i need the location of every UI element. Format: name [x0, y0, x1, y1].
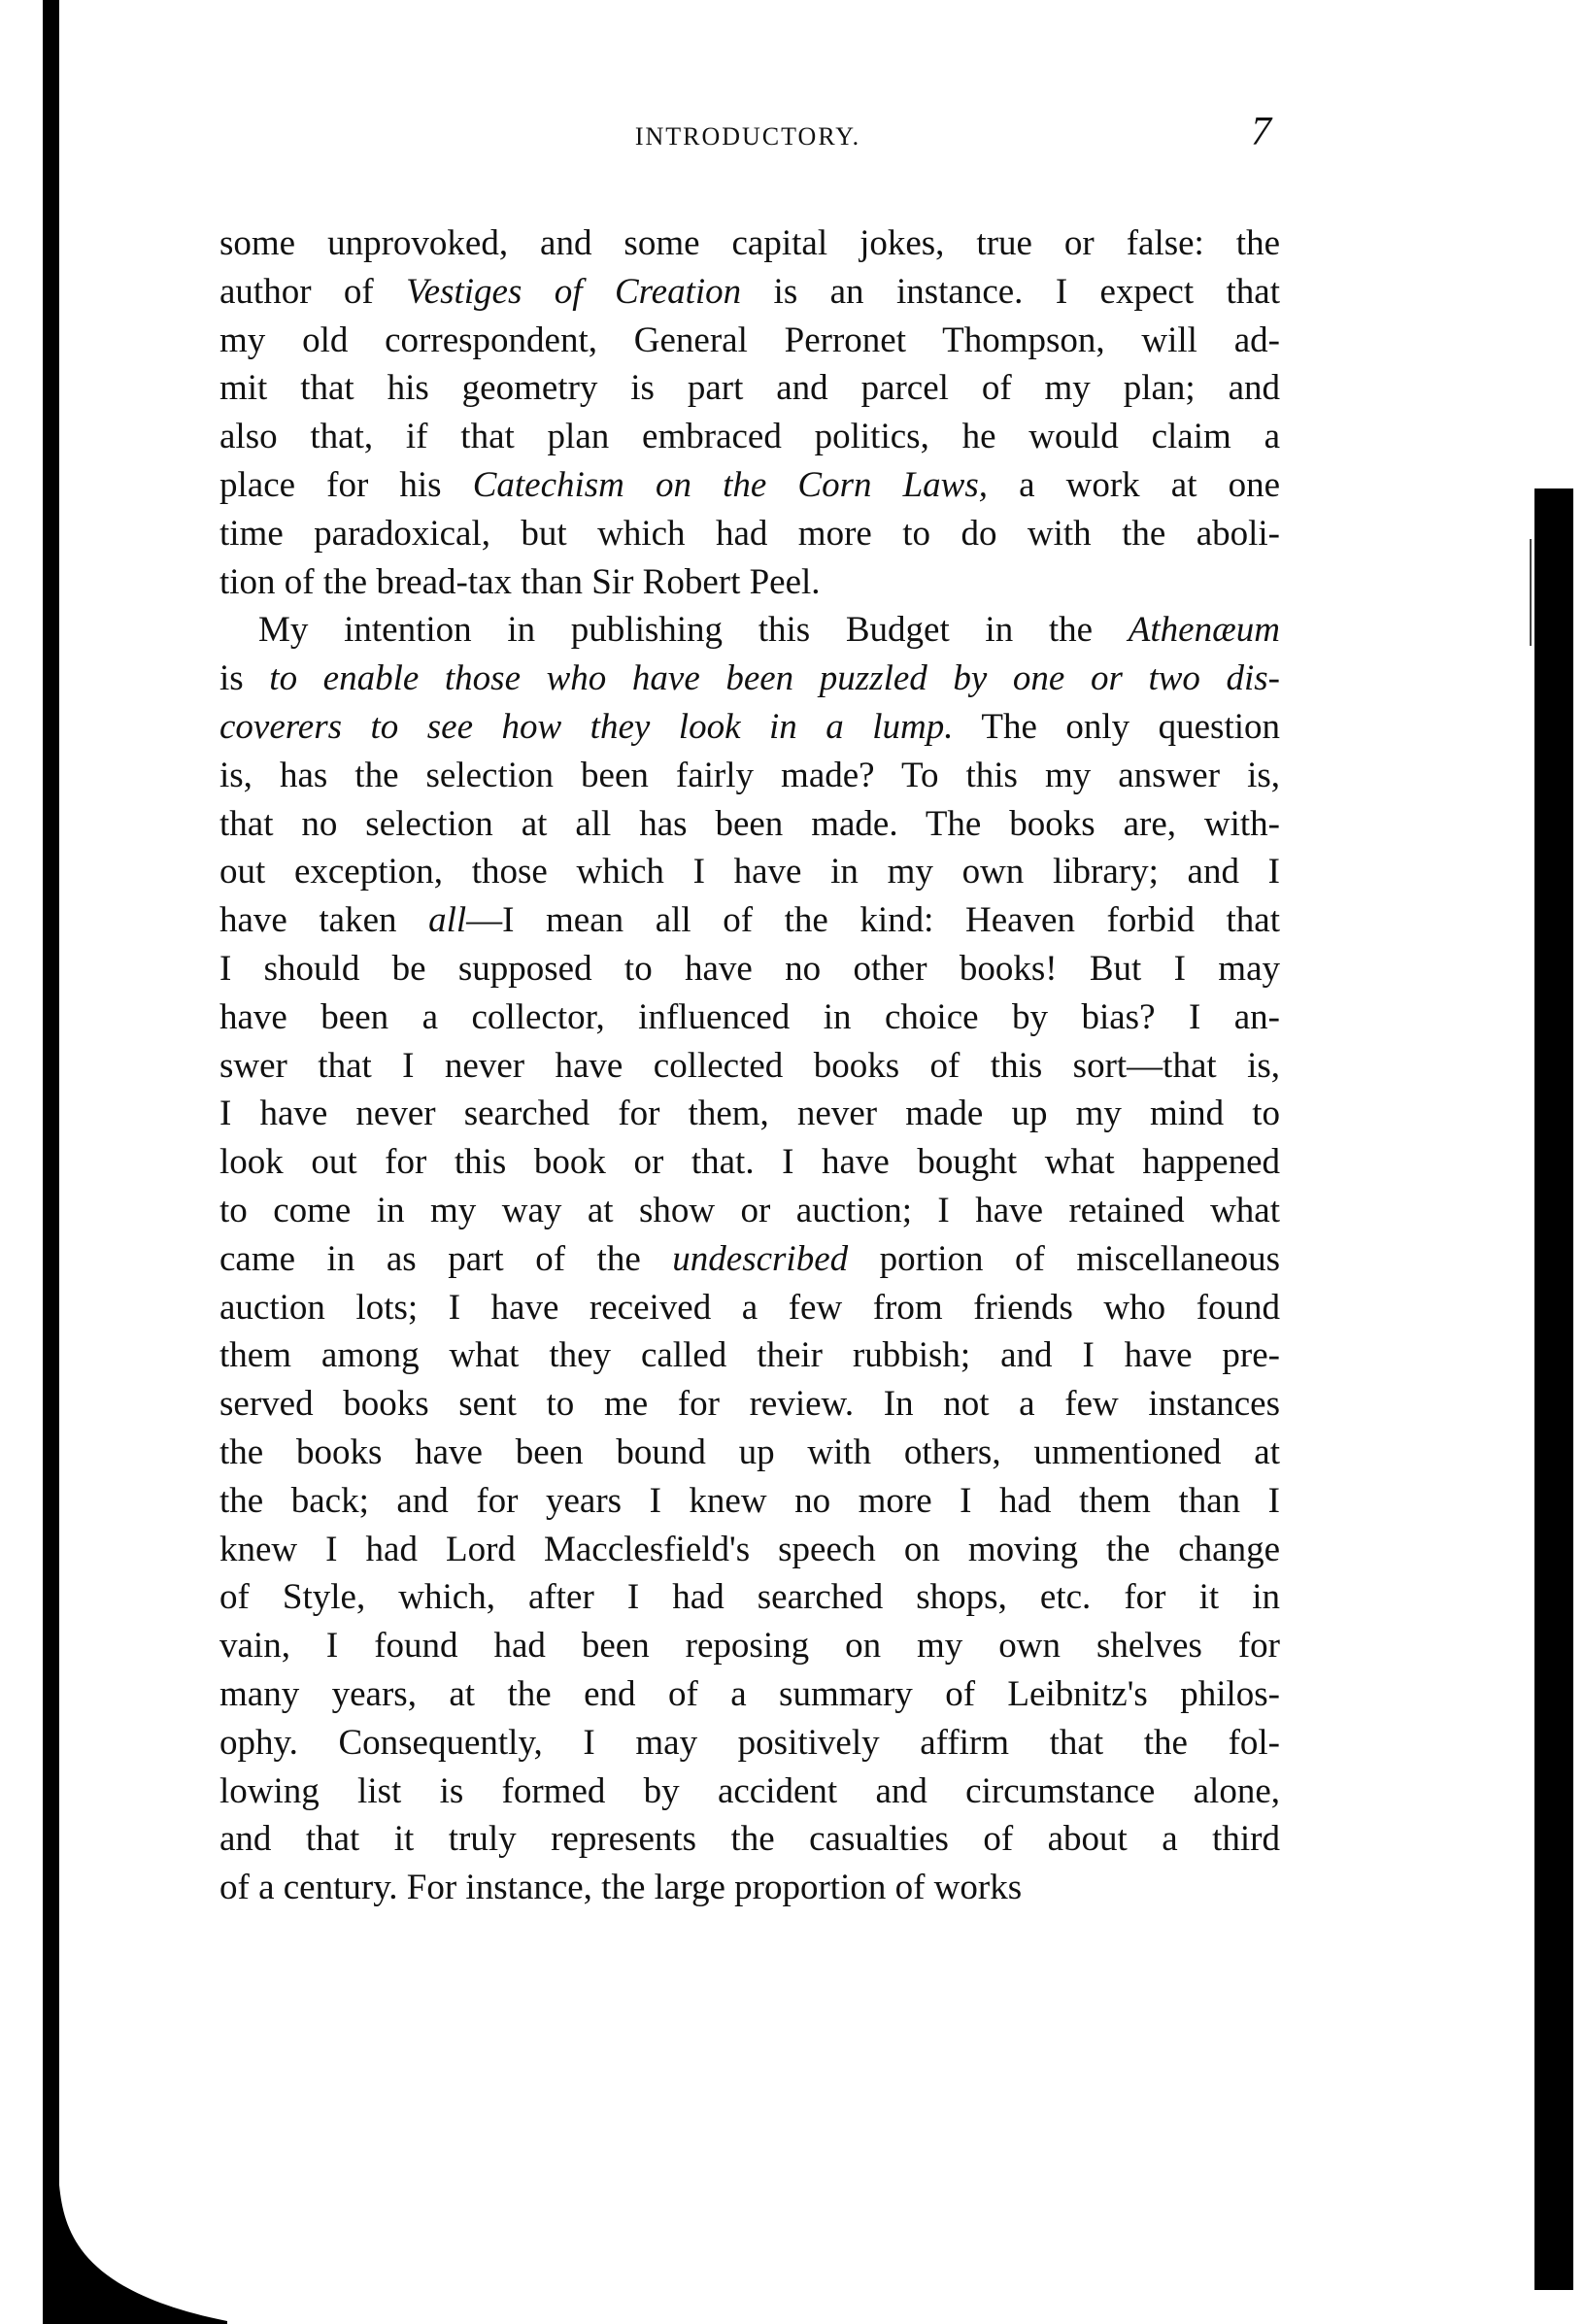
text-line	[219, 1719, 1280, 1768]
text-line	[219, 413, 1280, 461]
scan-corner-shadow	[43, 2185, 227, 2324]
body-text	[219, 219, 1280, 1912]
text-segment: auction lots; I have received a few from friends who found	[219, 1287, 1280, 1328]
text-segment: The only question	[953, 706, 1281, 747]
text-segment: knew I had Lord Macclesfield's speech on moving the change	[219, 1529, 1280, 1569]
text-line	[219, 945, 1280, 994]
text-segment: have been a collector, influenced in choice by bias? I an-	[219, 996, 1280, 1037]
text-segment: and that it truly represents the casualties of about a third	[219, 1819, 1280, 1860]
italic-text: undescribed	[672, 1238, 849, 1279]
scan-artifact-line	[1530, 539, 1532, 646]
text-line	[219, 317, 1280, 365]
text-line	[219, 219, 1280, 268]
text-line	[219, 1187, 1280, 1235]
text-segment: is	[219, 658, 270, 699]
text-segment: the back; and for years I knew no more I had them than I	[219, 1480, 1280, 1521]
text-line	[219, 1768, 1280, 1816]
text-line	[219, 1429, 1280, 1477]
text-segment: is an instance. I expect that	[741, 271, 1280, 312]
scan-page-edge-right	[1534, 488, 1573, 2290]
text-segment: to come in my way at show or auction; I have retained what	[219, 1190, 1280, 1230]
italic-text: coverers to see how they look in a lump.	[219, 706, 954, 747]
italic-text: Catechism on the Corn Laws,	[472, 464, 988, 505]
text-segment: I should be supposed to have no other books! But I may	[219, 948, 1280, 989]
page-number: 7	[1251, 110, 1271, 154]
text-line	[219, 1090, 1280, 1138]
text-segment: author of	[219, 271, 407, 312]
text-line	[219, 1331, 1280, 1380]
text-segment: my old correspondent, General Perronet Thompson, will ad-	[219, 320, 1280, 360]
text-segment: served books sent to me for review. In not a few instances	[219, 1384, 1280, 1425]
text-segment: tion of the bread-tax than Sir Robert Peel.	[219, 561, 821, 602]
text-segment: My intention in publishing this Budget in the	[258, 610, 1129, 651]
text-segment: of a century. For instance, the large proportion of works	[219, 1868, 1023, 1908]
text-line	[219, 1526, 1280, 1574]
text-line	[219, 994, 1280, 1042]
italic-text: Athenæum	[1128, 610, 1280, 651]
text-segment: of Style, which, after I had searched shops, etc. for it in	[219, 1577, 1280, 1618]
text-line	[219, 1380, 1280, 1429]
text-segment: many years, at the end of a summary of Leibnitz's philos-	[219, 1673, 1280, 1714]
text-line	[219, 655, 1280, 703]
text-segment: vain, I found had been reposing on my own shelves for	[219, 1626, 1280, 1667]
text-line	[219, 800, 1280, 849]
text-segment: I have never searched for them, never made up my mind to	[219, 1094, 1280, 1134]
text-line	[219, 1670, 1280, 1719]
text-segment: some unprovoked, and some capital jokes, true or false: the	[219, 223, 1280, 263]
text-segment: also that, if that plan embraced politics, he would claim a	[219, 417, 1280, 457]
text-line	[219, 1622, 1280, 1670]
text-line	[219, 364, 1280, 413]
text-segment: is, has the selection been fairly made? To this my answer is,	[219, 755, 1280, 795]
text-line	[219, 461, 1280, 510]
text-line	[219, 896, 1280, 945]
text-line	[219, 268, 1280, 317]
text-segment: place for his	[219, 464, 473, 505]
text-segment: mit that his geometry is part and parcel of my plan; and	[219, 368, 1280, 409]
italic-text: Vestiges of Creation	[406, 271, 742, 312]
italic-text: all	[428, 900, 467, 941]
text-segment: ophy. Consequently, I may positively affirm that the fol-	[219, 1722, 1280, 1763]
text-line	[219, 752, 1280, 800]
text-segment: time paradoxical, but which had more to do with the aboli-	[219, 513, 1280, 554]
text-segment: have taken	[219, 900, 429, 941]
text-line	[219, 703, 1280, 752]
scan-binding-edge-left	[43, 0, 59, 2324]
text-segment: look out for this book or that. I have bought what happened	[219, 1142, 1280, 1183]
text-segment: —I mean all of the kind: Heaven forbid that	[466, 900, 1280, 941]
text-line	[219, 1815, 1280, 1864]
italic-text: to enable those who have been puzzled by one or two dis-	[269, 658, 1281, 699]
text-line	[219, 1042, 1280, 1091]
text-line	[219, 1235, 1280, 1284]
text-segment: portion of miscellaneous	[848, 1238, 1280, 1279]
text-segment: them among what they called their rubbish; and I have pre-	[219, 1335, 1280, 1376]
text-segment: that no selection at all has been made. The books are, with-	[219, 803, 1280, 844]
text-segment: out exception, those which I have in my own library; and I	[219, 852, 1280, 893]
running-head: INTRODUCTORY.	[634, 122, 861, 151]
text-segment: came in as part of the	[219, 1238, 673, 1279]
text-line	[219, 1573, 1280, 1622]
text-line	[219, 1477, 1280, 1526]
text-segment: swer that I never have collected books of this sort—that is,	[219, 1045, 1280, 1086]
text-line	[219, 1284, 1280, 1332]
text-line	[219, 1138, 1280, 1187]
text-line	[219, 848, 1280, 896]
text-segment: the books have been bound up with others, unmentioned at	[219, 1431, 1280, 1472]
text-line	[219, 510, 1280, 558]
text-segment: lowing list is formed by accident and circumstance alone,	[219, 1770, 1280, 1811]
text-segment: a work at one	[988, 464, 1281, 505]
text-line	[219, 606, 1280, 655]
